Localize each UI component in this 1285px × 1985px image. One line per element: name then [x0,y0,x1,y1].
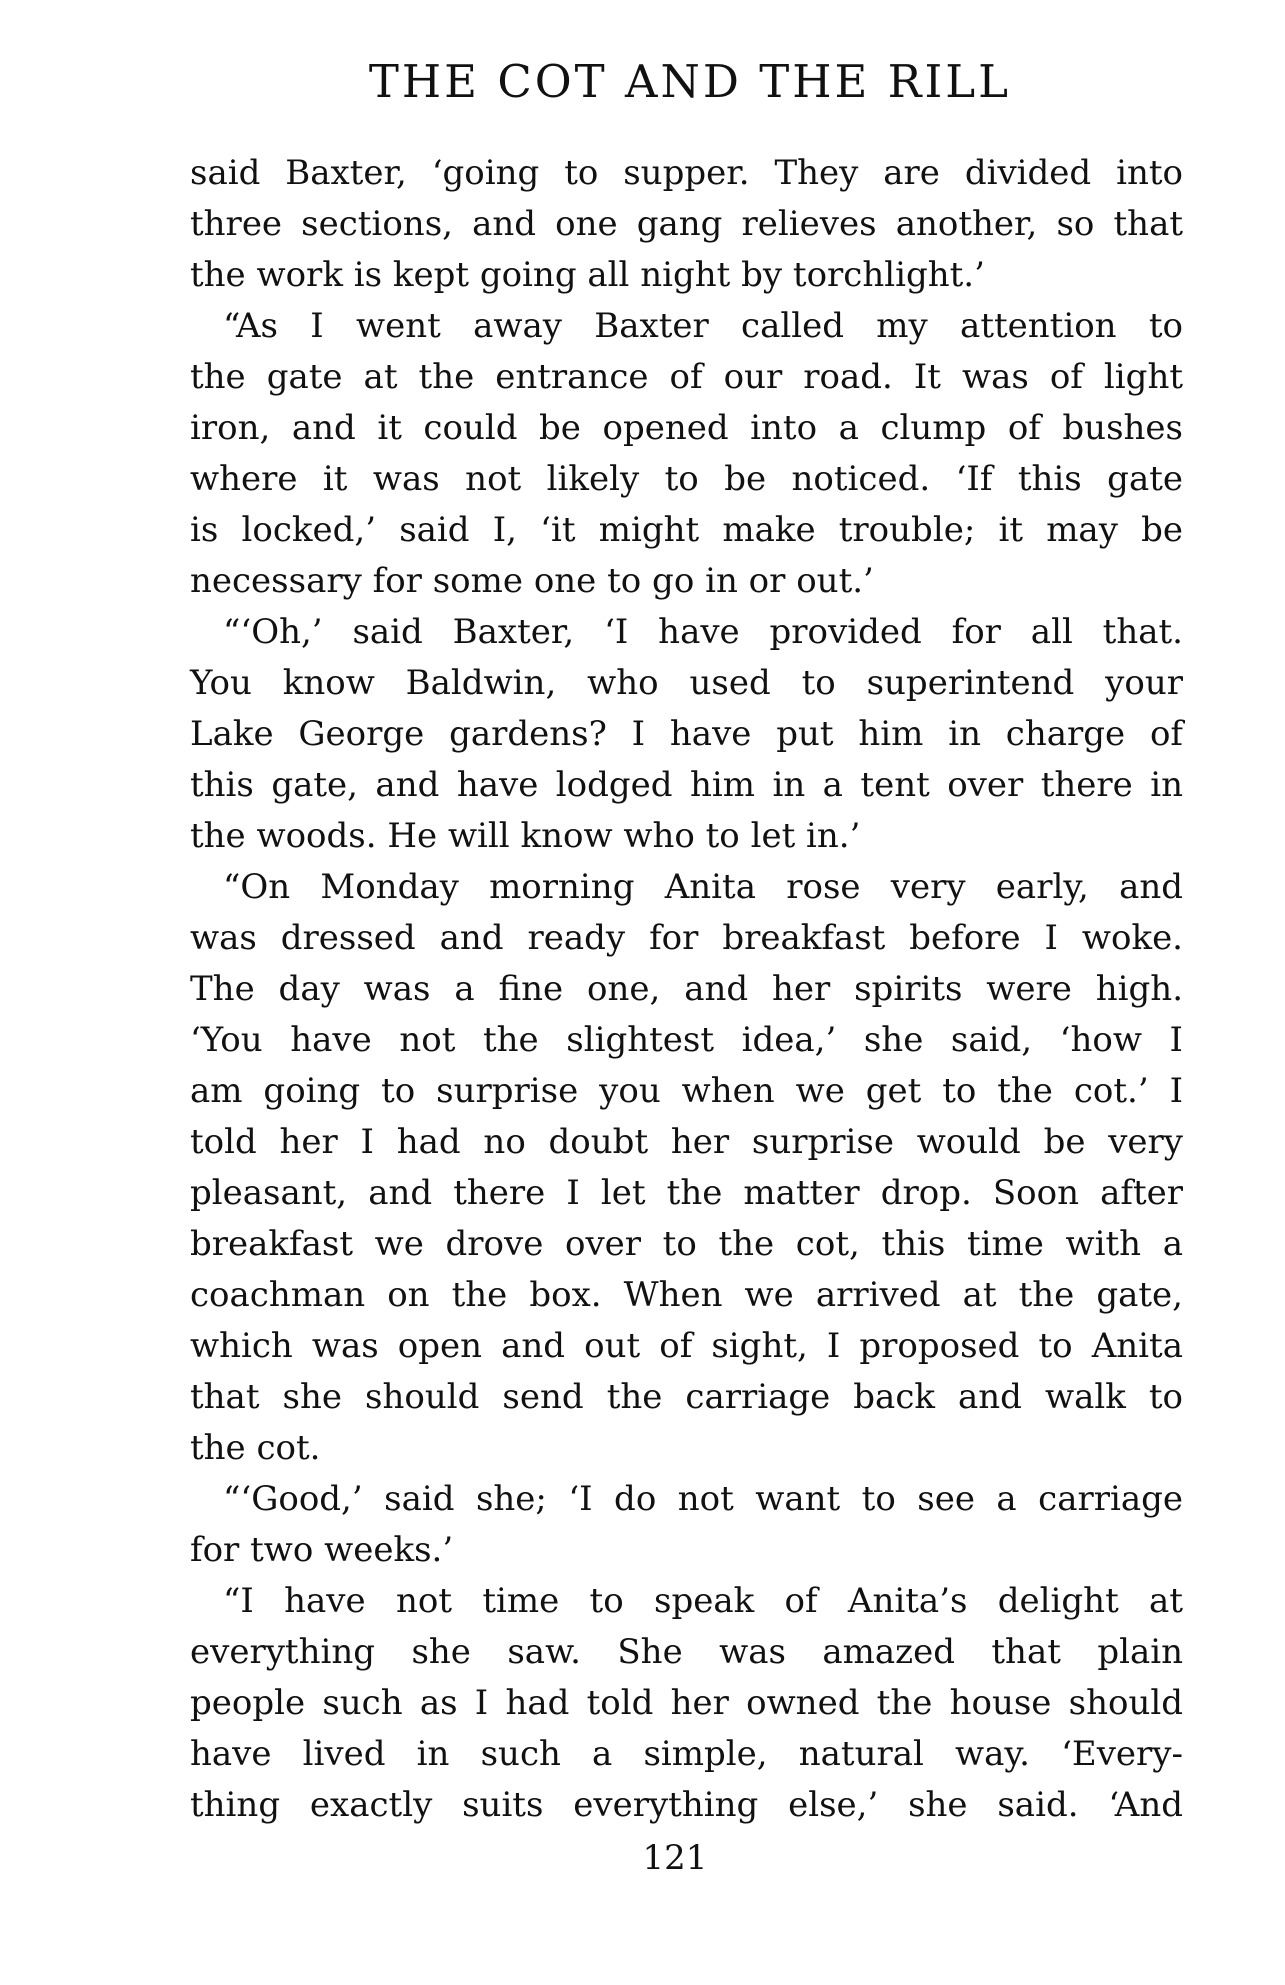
text-line: the woods. He will know who to let in.’ [190,816,861,856]
text-line: everything she saw. She was amazed that plain [190,1632,1183,1672]
text-line: said Baxter, ‘going to supper. They are divided into [190,153,1183,193]
body-text [190,148,1183,1831]
text-line: for two weeks.’ [190,1530,454,1570]
text-line: which was open and out of sight, I proposed to Anita [190,1326,1183,1366]
text-line: “‘Good,’ said she; ‘I do not want to see a carriage [223,1479,1183,1519]
text-line: breakfast we drove over to the cot, this time with a [190,1224,1183,1264]
running-head: THE COT AND THE RILL [368,55,1012,108]
text-line: iron, and it could be opened into a clump of bushes [190,408,1183,448]
text-line: was dressed and ready for breakfast before I woke. [190,918,1183,958]
text-line: where it was not likely to be noticed. ‘If this gate [190,459,1183,499]
text-line: the work is kept going all night by torchlight.’ [190,255,985,295]
text-line: coachman on the box. When we arrived at the gate, [190,1275,1183,1315]
text-line: have lived in such a simple, natural way. ‘Every- [190,1734,1183,1774]
text-line: that she should send the carriage back and walk to [190,1377,1183,1417]
text-line: this gate, and have lodged him in a tent over there in [190,765,1183,805]
text-line: “‘Oh,’ said Baxter, ‘I have provided for all that. [223,612,1183,652]
text-line: am going to surprise you when we get to the cot.’ I [190,1071,1183,1111]
text-line: Lake George gardens? I have put him in charge of [190,714,1183,754]
text-line: necessary for some one to go in or out.’ [190,561,874,601]
text-line: told her I had no doubt her surprise would be very [190,1122,1183,1162]
text-line: the gate at the entrance of our road. It was of light [190,357,1183,397]
text-line: people such as I had told her owned the house should [190,1683,1183,1723]
page-number: 121 [642,1838,708,1878]
text-line: the cot. [190,1428,321,1468]
text-line: three sections, and one gang relieves another, so that [190,204,1183,244]
text-line: “I have not time to speak of Anita’s delight at [223,1581,1183,1621]
text-line: is locked,’ said I, ‘it might make trouble; it may be [190,510,1183,550]
text-line: pleasant, and there I let the matter drop. Soon after [190,1173,1183,1213]
text-line: The day was a fine one, and her spirits were high. [190,969,1183,1009]
text-line: ‘You have not the slightest idea,’ she said, ‘how I [190,1020,1183,1060]
text-line: “On Monday morning Anita rose very early, and [223,867,1183,907]
text-line: thing exactly suits everything else,’ she said. ‘And [190,1785,1183,1825]
text-line: You know Baldwin, who used to superintend your [190,663,1183,703]
text-line: “As I went away Baxter called my attention to [223,306,1183,346]
